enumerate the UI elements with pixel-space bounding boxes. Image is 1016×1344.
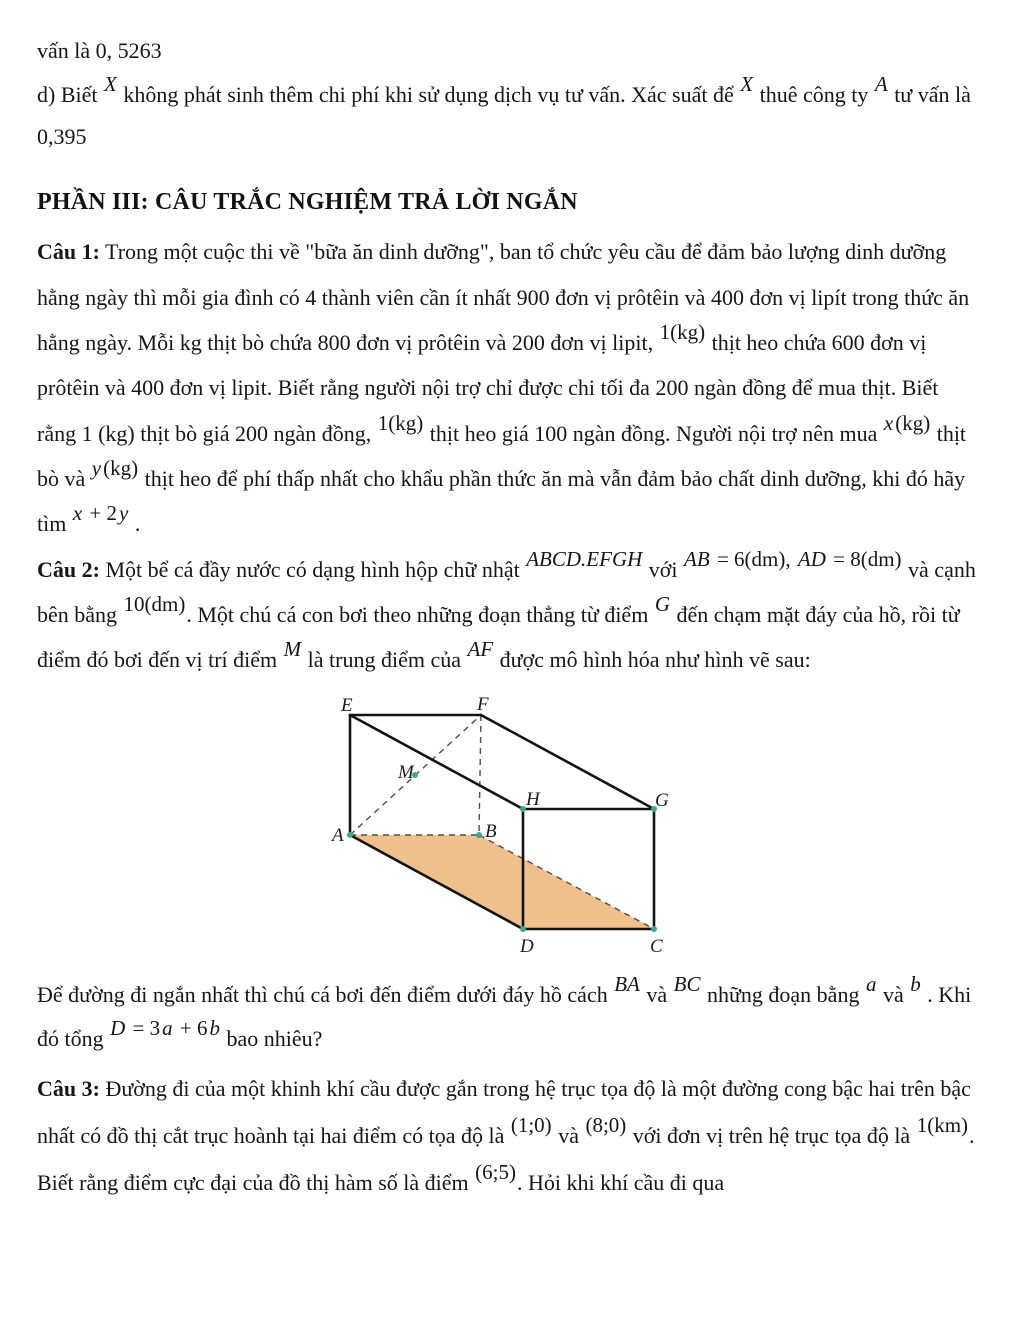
text-run: và: [552, 1122, 585, 1148]
math-run: = 6(dm),: [711, 546, 796, 571]
math-run: y: [91, 456, 102, 481]
math-run: X: [104, 71, 117, 96]
section-heading: PHẦN III: CÂU TRẮC NGHIỆM TRẢ LỜI NGẮN: [37, 189, 578, 216]
box-figure: [330, 689, 980, 971]
math-run: 1(km): [916, 1113, 969, 1137]
text-run: thuê công ty: [754, 81, 874, 107]
text-run: và: [640, 981, 673, 1007]
math-run: + 6: [174, 1015, 208, 1040]
question-1: [37, 229, 980, 546]
question-label: Câu 3:: [37, 1075, 100, 1101]
vertex-dot-C: [651, 926, 657, 932]
text-run: Đường đi của một khinh khí cầu được gắn trong hệ trục tọa độ là một đường cong bậc hai trên bậc nhất có đồ thị cắt trục hoành tại hai điểm có tọa độ là: [37, 1075, 971, 1148]
text-run: thịt bò và: [37, 420, 967, 492]
math-run: = 8(dm): [827, 546, 902, 571]
text-run: là trung điểm của: [302, 647, 467, 673]
text-run: với đơn vị trên hệ trục tọa độ là: [627, 1122, 916, 1148]
vertex-dot-B: [476, 832, 482, 838]
text-run: Một bể cá đầy nước có dạng hình hộp chữ nhật: [99, 556, 526, 582]
math-run: A: [874, 71, 888, 96]
math-run: 1(kg): [377, 410, 424, 435]
text-run: thịt heo để phí thấp nhất cho khẩu phần thức ăn mà vẫn đảm bảo chất dinh dưỡng, khi đó hãy tìm: [37, 466, 966, 537]
question-3: [37, 1065, 980, 1207]
math-run: b: [910, 971, 921, 996]
text-run: và: [877, 981, 910, 1007]
paragraph-after-figure: [37, 973, 980, 1061]
box-figure-svg: [330, 689, 690, 965]
label-F: F: [477, 693, 489, 715]
label-G: G: [655, 789, 669, 811]
math-run: AB: [684, 546, 710, 571]
text-run: với: [643, 556, 684, 582]
text-run: .: [129, 511, 141, 537]
math-run: y: [119, 501, 129, 526]
label-H: H: [526, 788, 540, 810]
math-run: (kg): [895, 410, 931, 435]
math-run: D: [110, 1015, 126, 1040]
math-run: (kg): [103, 456, 139, 481]
text-run: . Biết rằng điểm cực đại của đồ thị hàm số là điểm: [37, 1122, 975, 1196]
math-run: (6;5): [475, 1160, 516, 1185]
edge-FG: [481, 715, 654, 809]
text-run: bao nhiêu?: [220, 1025, 323, 1051]
math-run: AD: [797, 546, 826, 571]
intro-line-1: [37, 30, 980, 72]
math-run: X: [740, 71, 754, 96]
text-run: không phát sinh thêm chi phí khi sử dụng dịch vụ tư vấn. Xác suất để: [117, 81, 740, 107]
question-2: [37, 547, 980, 683]
question-label: Câu 1:: [37, 239, 100, 265]
text-run: . Khi đó tổng: [37, 981, 972, 1051]
math-run: ABCD.EFGH: [526, 546, 643, 571]
edge-EH: [350, 715, 523, 809]
label-D: D: [520, 935, 534, 957]
math-run: b: [209, 1015, 220, 1040]
text-run: thịt heo giá 100 ngàn đồng. Người nội trợ nên mua: [424, 420, 883, 446]
text-run: được mô hình hóa như hình vẽ sau:: [494, 647, 811, 673]
text-run: . Hỏi khi khí cầu đi qua: [516, 1170, 725, 1196]
text-run: đến chạm mặt đáy của hồ, rồi từ điểm đó bơi đến vị trí điểm: [37, 601, 960, 673]
vertex-dot-A: [347, 832, 353, 838]
math-run: a: [162, 1015, 173, 1040]
text-run: vấn là 0, 5263: [37, 38, 162, 63]
vertex-dot-D: [520, 926, 526, 932]
math-run: x: [883, 410, 894, 435]
label-C: C: [650, 935, 663, 957]
math-run: a: [865, 971, 877, 996]
label-B: B: [485, 820, 497, 842]
math-run: = 3: [127, 1015, 161, 1040]
text-run: và cạnh bên bằng: [37, 556, 976, 627]
intro-statement-d: [37, 71, 980, 158]
question-label: Câu 2:: [37, 556, 100, 582]
label-A: A: [332, 824, 344, 846]
math-run: 10(dm): [123, 592, 186, 617]
math-run: (1;0): [510, 1113, 552, 1137]
text-run: Trong một cuộc thi về "bữa ăn dinh dưỡng", ban tổ chức yêu cầu để đảm bảo lượng dinh dưỡng hằng ngày thì mỗi gia đình có 4 thành viên cần ít nhất 900 đơn vị prôtêin và 400 đơn vị lipít trong thức ăn hằng ngày. Mỗi kg thịt bò chứa 800 đơn vị prôtêin và 200 đơn vị lipit,: [37, 239, 970, 356]
math-run: BA: [614, 971, 640, 996]
label-E: E: [341, 694, 353, 716]
edge-FB: [479, 715, 481, 835]
math-run: + 2: [84, 501, 118, 526]
math-run: M: [283, 637, 302, 662]
math-run: G: [654, 592, 670, 617]
math-run: 1(kg): [659, 320, 706, 345]
text-run: Để đường đi ngắn nhất thì chú cá bơi đến điểm dưới đáy hồ cách: [37, 981, 614, 1007]
math-run: x: [72, 501, 83, 526]
label-M: M: [398, 761, 414, 783]
math-run: AF: [467, 637, 494, 662]
text-run: những đoạn bằng: [701, 981, 865, 1007]
document-page: [37, 30, 980, 1207]
math-run: (8;0): [585, 1113, 627, 1137]
text-run: d) Biết: [37, 81, 103, 107]
shaded-base-face: [350, 835, 654, 929]
text-run: thịt heo chứa 600 đơn vị prôtêin và 400 đơn vị lipit. Biết rằng người nội trợ chỉ được chi tối đa 200 ngàn đồng để mua thịt. Biết rằng 1 (kg) thịt bò giá 200 ngàn đồng,: [37, 330, 939, 446]
text-run: . Một chú cá con bơi theo những đoạn thẳng từ điểm: [186, 601, 654, 627]
text-run: tư vấn là 0,395: [37, 81, 971, 149]
math-run: BC: [673, 971, 701, 996]
